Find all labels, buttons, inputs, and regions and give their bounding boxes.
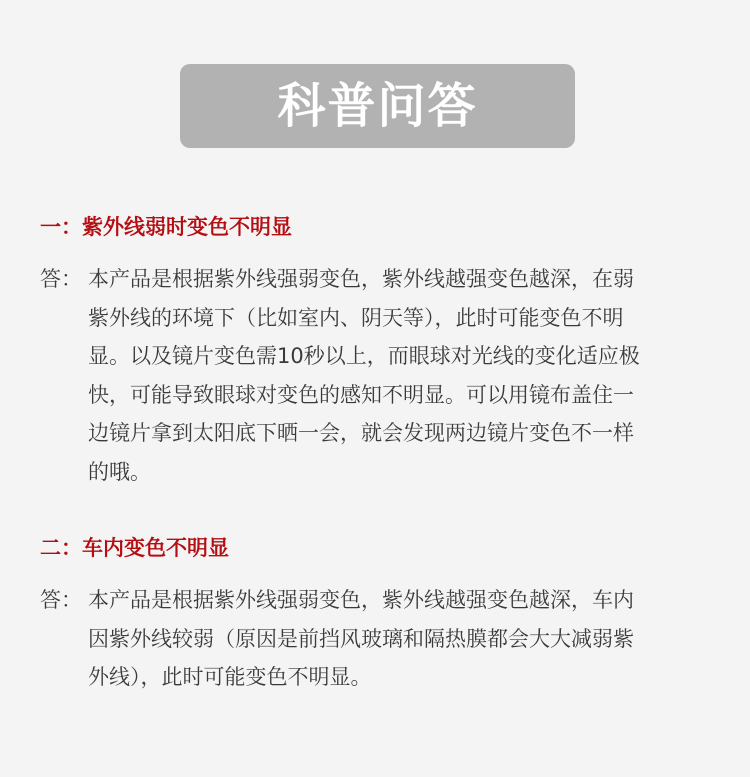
answer-line: 紫外线的环境下（比如室内、阴天等），此时可能变色不明 bbox=[88, 305, 624, 330]
answer-line: 快，可能导致眼球对变色的感知不明显。可以用镜布盖住一 bbox=[88, 382, 634, 407]
answer-prefix: 答： bbox=[40, 267, 82, 291]
question-title: 一：紫外线弱时变色不明显 bbox=[40, 215, 292, 239]
answer-line: 本产品是根据紫外线强弱变色，紫外线越强变色越深，在弱 bbox=[88, 267, 634, 291]
answer-line: 的哦。 bbox=[88, 459, 151, 484]
answer-block bbox=[40, 581, 712, 697]
answer-line: 本产品是根据紫外线强弱变色，紫外线越强变色越深，车内 bbox=[88, 588, 634, 612]
answer-prefix: 答： bbox=[40, 588, 82, 612]
page-title: 科普问答 bbox=[277, 78, 478, 134]
title-banner bbox=[180, 64, 575, 148]
answer-line: 因紫外线较弱（原因是前挡风玻璃和隔热膜都会大大减弱紫 bbox=[88, 626, 634, 651]
answer-block bbox=[40, 260, 712, 491]
faq-section-2 bbox=[40, 532, 712, 697]
faq-section-1 bbox=[40, 211, 712, 491]
answer-line: 边镜片拿到太阳底下晒一会，就会发现两边镜片变色不一样 bbox=[88, 421, 634, 445]
answer-line: 显。以及镜片变色需10秒以上，而眼球对光线的变化适应极 bbox=[88, 344, 640, 368]
question-title: 二：车内变色不明显 bbox=[40, 536, 229, 560]
answer-line: 外线），此时可能变色不明显。 bbox=[88, 665, 372, 689]
